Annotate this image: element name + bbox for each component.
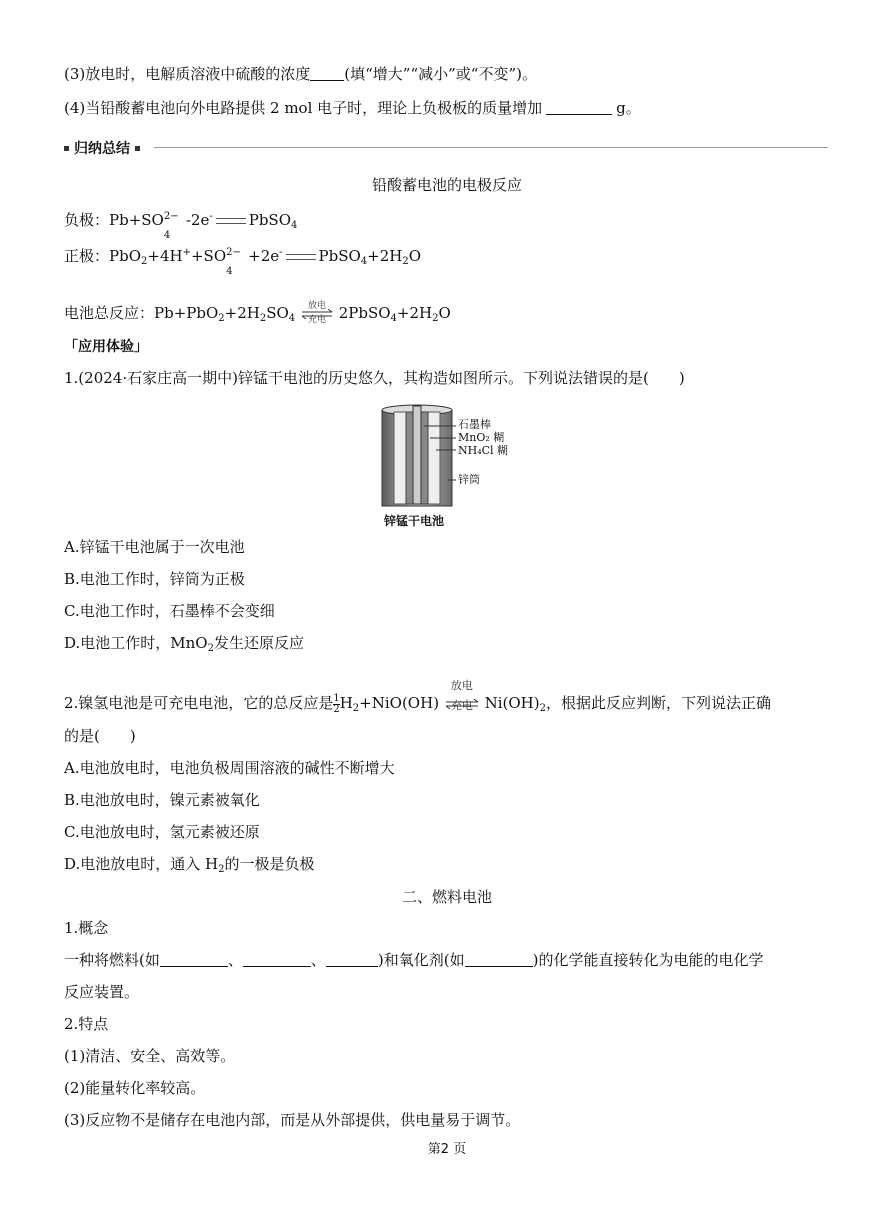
- feature-2: (2)能量转化率较高。: [64, 1079, 206, 1097]
- concept-definition-line2: 反应装置。: [64, 983, 140, 1001]
- question-2-stem: 2.镍氢电池是可充电电池，它的总反应是 $\frac{1}{2}$ $H_2+NiO(OH)$ 放电 充电 $Ni(OH)_2$，根据此反应判断，下列说法正确: [64, 690, 771, 718]
- label-mno2: MnO₂ 糊: [458, 431, 505, 444]
- answer-blank[interactable]: [465, 951, 533, 967]
- battery-diagram: [380, 404, 520, 510]
- concept-heading: 1.概念: [64, 919, 109, 937]
- label-zinc: 锌筒: [458, 473, 480, 486]
- q2-option-d[interactable]: D.电池放电时，通入 $H_2$的一极是负极: [64, 855, 315, 875]
- square-bullet-icon: [135, 146, 140, 151]
- equals-sign-icon: [216, 218, 246, 224]
- question-4: (4)当铅酸蓄电池向外电路提供 2 mol 电子时，理论上负极板的质量增加 g。: [64, 99, 641, 117]
- section-title-fuel-cell: 二、燃料电池: [401, 888, 492, 906]
- summary-subtitle: 铅酸蓄电池的电极反应: [371, 176, 522, 194]
- q1-option-b[interactable]: B.电池工作时，锌筒为正极: [64, 570, 245, 588]
- question-1-stem: 1.(2024·石家庄高一期中)锌锰干电池的历史悠久，其构造如图所示。下列说法错误的是( ): [64, 369, 685, 387]
- positive-electrode-equation: 正极：$PbO_2+4H^++SO^{2-}$ 4 +2e- $PbSO_4+2H_2O$: [64, 247, 422, 277]
- square-bullet-icon: [64, 146, 69, 151]
- question-2-stem-line2: 的是( ): [64, 727, 136, 745]
- equals-sign-icon: [286, 254, 316, 260]
- answer-blank[interactable]: [243, 951, 311, 967]
- feature-3: (3)反应物不是储存在电池内部，而是从外部提供，供电量易于调节。: [64, 1111, 521, 1129]
- reversible-arrow-icon: 放电 充电: [444, 690, 480, 718]
- q1-option-c[interactable]: C.电池工作时，石墨棒不会变细: [64, 602, 275, 620]
- q2-option-b[interactable]: B.电池放电时，镍元素被氧化: [64, 791, 260, 809]
- q2-option-a[interactable]: A.电池放电时，电池负极周围溶液的碱性不断增大: [64, 759, 395, 777]
- divider: [154, 147, 828, 148]
- q1-option-a[interactable]: A.锌锰干电池属于一次电池: [64, 538, 245, 556]
- negative-electrode-equation: 负极：$Pb+SO^{2-}$ 4 -2e- PbSO$_4$: [64, 211, 298, 241]
- question-3: (3)放电时，电解质溶液中硫酸的浓度 (填“增大”“减小”或“不变”)。: [64, 65, 537, 83]
- label-nh4cl: NH₄Cl 糊: [458, 444, 509, 457]
- feature-1: (1)清洁、安全、高效等。: [64, 1047, 236, 1065]
- practice-heading: 「应用体验」: [64, 339, 148, 355]
- answer-blank[interactable]: [160, 951, 228, 967]
- concept-definition: 一种将燃料(如 、 、 )和氧化剂(如 )的化学能直接转化为电能的电化学: [64, 951, 764, 969]
- figure-caption: 锌锰干电池: [384, 514, 445, 528]
- zinc-manganese-battery-figure: [380, 404, 520, 528]
- page-number: 第2 页: [427, 1142, 467, 1157]
- answer-blank[interactable]: [326, 951, 378, 967]
- total-reaction-equation: 电池总反应：$Pb+PbO_2+2H_2SO_4$ 放电 充电 $2PbSO_4+2H_2O$: [64, 300, 451, 328]
- reversible-arrow-icon: 放电 充电: [300, 300, 334, 328]
- label-graphite: 石墨棒: [458, 418, 491, 431]
- q1-option-d[interactable]: D.电池工作时，MnO$_2$发生还原反应: [64, 634, 304, 654]
- answer-blank[interactable]: [310, 65, 344, 81]
- summary-heading: 归纳总结: [64, 138, 828, 158]
- q2-option-c[interactable]: C.电池放电时，氢元素被还原: [64, 823, 260, 841]
- features-heading: 2.特点: [64, 1015, 109, 1033]
- fraction-one-half: $\frac{1}{2}$: [333, 692, 340, 715]
- answer-blank[interactable]: [546, 99, 612, 115]
